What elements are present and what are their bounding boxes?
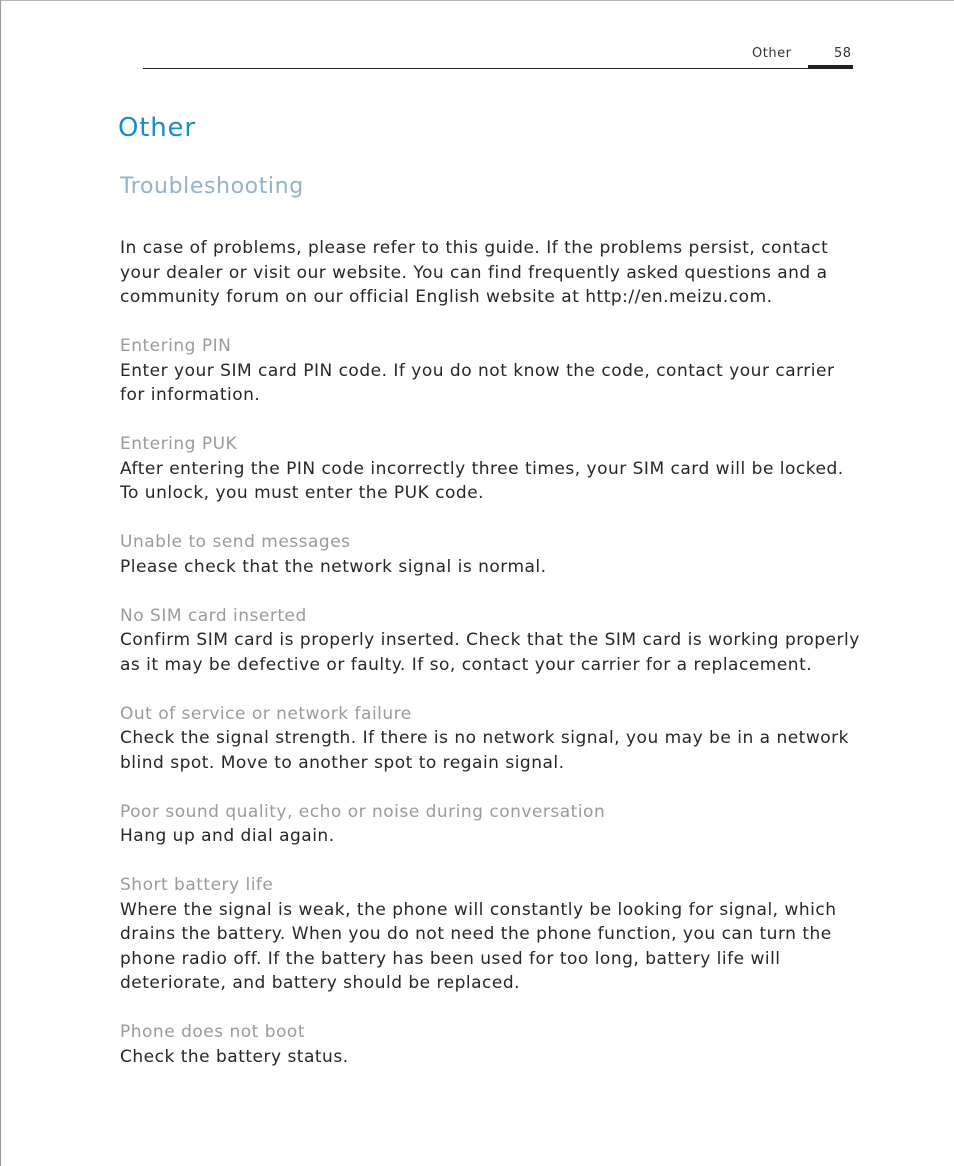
page-edge-left [0,0,1,1166]
topic-body: Confirm SIM card is properly inserted. Check that the SIM card is working properly as it may be defective or faulty. If so, contact your carrier for a replacement. [120,630,860,675]
topic-phone-does-not-boot [120,1020,860,1069]
topic-poor-sound-quality [120,800,860,849]
topic-short-battery-life [120,873,860,996]
header-rule-tab [808,65,853,69]
topic-body: After entering the PIN code incorrectly three times, your SIM card will be locked. To unlock, you must enter the PUK code. [120,458,844,503]
topic-entering-pin [120,334,860,408]
topic-body: Hang up and dial again. [120,826,335,846]
topic-heading: Poor sound quality, echo or noise during conversation [120,801,606,822]
page-edge-top [0,0,954,1]
topic-out-of-service [120,702,860,776]
topic-heading: Out of service or network failure [120,703,412,724]
topic-body: Check the battery status. [120,1046,349,1067]
topic-heading: Unable to send messages [120,532,351,552]
topic-unable-to-send-messages [120,530,860,579]
chapter-title: Other [118,113,196,143]
page-content [120,236,860,1069]
topic-entering-puk [120,432,860,506]
topic-body: Please check that the network signal is normal. [120,556,547,577]
topic-heading: Phone does not boot [120,1022,305,1042]
topic-heading: Entering PIN [120,336,232,356]
topic-body: Check the signal strength. If there is no network signal, you may be in a network blind spot. Move to another spot to regain signal. [120,728,849,773]
section-title: Troubleshooting [120,174,304,199]
topic-heading: Short battery life [120,875,274,895]
topic-body: Enter your SIM card PIN code. If you do not know the code, contact your carrier for information. [120,360,835,405]
topic-no-sim-card [120,604,860,678]
intro-paragraph: In case of problems, please refer to this guide. If the problems persist, contact your dealer or visit our website. You can find frequently asked questions and a community forum on our official English website at http://en.meizu.com. [120,238,829,307]
header-section-name: Other [752,46,792,61]
topic-heading: No SIM card inserted [120,605,307,626]
topic-heading: Entering PUK [120,434,238,454]
topic-body: Where the signal is weak, the phone will constantly be looking for signal, which drains the battery. When you do not need the phone function, you can turn the phone radio off. If the battery has been used for too long, battery life will deteriorate, and battery should be replaced. [120,899,837,993]
header-rule [143,68,853,69]
running-header [0,44,954,72]
page-number: 58 [834,46,852,61]
